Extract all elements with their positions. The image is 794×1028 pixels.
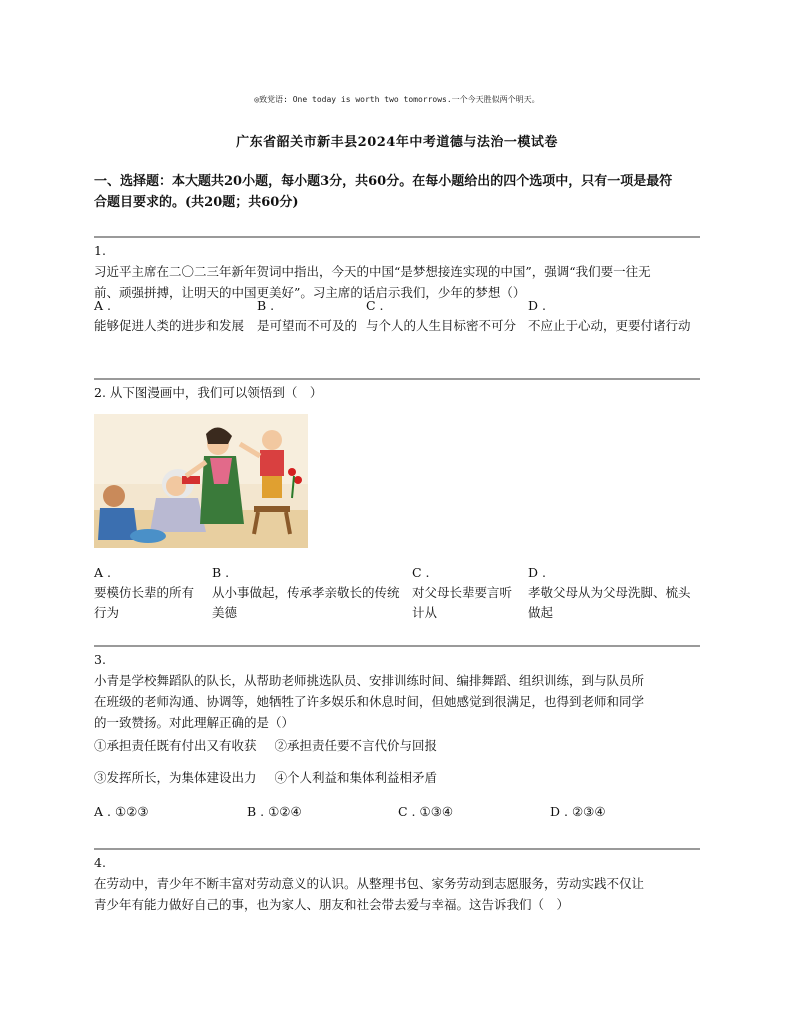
exam-title: 广东省韶关市新丰县2024年中考道德与法治一模试卷 bbox=[236, 135, 558, 150]
q1-option-b-text: 是可望而不可及的 bbox=[257, 318, 358, 333]
q3-statement-4: ④个人利益和集体利益相矛盾 bbox=[274, 770, 438, 785]
q1-line-2: 前、顽强拼搏，让明天的中国更美好”。习主席的话启示我们，少年的梦想（） bbox=[94, 285, 526, 300]
q3-statements-row-2 bbox=[94, 768, 451, 788]
q3-statement-3: ③发挥所长，为集体建设出力 bbox=[94, 770, 257, 785]
q1-option-d-text: 不应止于心动，更要付诸行动 bbox=[528, 318, 691, 333]
q1-option-c-label: C . bbox=[366, 298, 384, 313]
divider-q4 bbox=[94, 848, 700, 850]
q1-option-c-text: 与个人的人生目标密不可分 bbox=[366, 318, 517, 333]
q1-line-1: 习近平主席在二〇二三年新年贺词中指出，今天的中国“是梦想接连实现的中国”，强调“我们要一往无 bbox=[94, 264, 651, 279]
q3-statements-row-1 bbox=[94, 736, 451, 756]
question-1 bbox=[94, 240, 704, 303]
question-3 bbox=[94, 649, 704, 733]
q2-option-d[interactable] bbox=[528, 563, 698, 623]
q2-option-a-label: A . bbox=[94, 565, 111, 580]
q3-line-3: 的一致赞扬。对此理解正确的是（） bbox=[94, 715, 295, 730]
q3-number: 3. bbox=[94, 652, 106, 667]
q1-option-d-label: D . bbox=[528, 298, 546, 313]
q4-line-1: 在劳动中，青少年不断丰富对劳动意义的认识。从整理书包、家务劳动到志愿服务，劳动实践不仅让 bbox=[94, 876, 645, 891]
comic-illustration bbox=[94, 414, 308, 548]
q3-statement-2: ②承担责任要不言代价与回报 bbox=[274, 738, 438, 753]
q1-option-a-text: 能够促进人类的进步和发展 bbox=[94, 318, 245, 333]
q3-statement-1: ①承担责任既有付出又有收获 bbox=[94, 738, 257, 753]
q1-option-c[interactable] bbox=[366, 296, 521, 336]
q3-answer-a[interactable]: A . ①②③ bbox=[94, 804, 149, 819]
q2-option-c-text: 对父母长辈要言听计从 bbox=[412, 585, 513, 620]
q1-option-a-label: A . bbox=[94, 298, 111, 313]
q3-line-2: 在班级的老师沟通、协调等，她牺牲了许多娱乐和休息时间，但她感觉到很满足，也得到老师和同学 bbox=[94, 694, 645, 709]
question-2: 2. 从下图漫画中，我们可以领悟到（ ） bbox=[94, 385, 323, 400]
q4-line-2: 青少年有能力做好自己的事，也为家人、朋友和社会带去爱与幸福。这告诉我们（ ） bbox=[94, 897, 570, 912]
q2-option-a[interactable] bbox=[94, 563, 206, 623]
q2-option-b-text: 从小事做起，传承孝亲敬长的传统美德 bbox=[212, 585, 400, 620]
q2-option-c-label: C . bbox=[412, 565, 430, 580]
section-line-1: 一、选择题：本大题共20小题，每小题3分，共60分。在每小题给出的四个选项中，只有一项是最符 bbox=[94, 174, 673, 189]
section-line-2: 合题目要求的。(共20题；共60分) bbox=[94, 195, 299, 210]
q2-option-b-label: B . bbox=[212, 565, 230, 580]
divider-q2 bbox=[94, 378, 700, 380]
q1-option-d[interactable] bbox=[528, 296, 698, 336]
q2-option-a-text: 要模仿长辈的所有行为 bbox=[94, 585, 195, 620]
q2-option-d-label: D . bbox=[528, 565, 546, 580]
q2-option-c[interactable] bbox=[412, 563, 524, 623]
q3-answer-c[interactable]: C . ①③④ bbox=[398, 804, 454, 819]
question-4 bbox=[94, 852, 704, 915]
q1-option-b-label: B . bbox=[257, 298, 275, 313]
q3-line-1: 小青是学校舞蹈队的队长，从帮助老师挑选队员、安排训练时间、编排舞蹈、组织训练，到与队员所 bbox=[94, 673, 645, 688]
q1-option-b[interactable] bbox=[257, 296, 357, 336]
section-heading bbox=[94, 171, 704, 213]
q4-number: 4. bbox=[94, 855, 106, 870]
q2-option-d-text: 孝敬父母从为父母洗脚、梳头做起 bbox=[528, 585, 691, 620]
divider-q1 bbox=[94, 236, 700, 238]
q3-answer-b[interactable]: B . ①②④ bbox=[247, 804, 302, 819]
q1-number: 1. bbox=[94, 243, 106, 258]
q1-option-a[interactable] bbox=[94, 296, 249, 336]
motto-line: ◎致党语: One today is worth two tomorrows.一个今天胜似两个明天。 bbox=[254, 95, 540, 104]
q3-answer-d[interactable]: D . ②③④ bbox=[550, 804, 606, 819]
q2-option-b[interactable] bbox=[212, 563, 407, 623]
divider-q3 bbox=[94, 645, 700, 647]
